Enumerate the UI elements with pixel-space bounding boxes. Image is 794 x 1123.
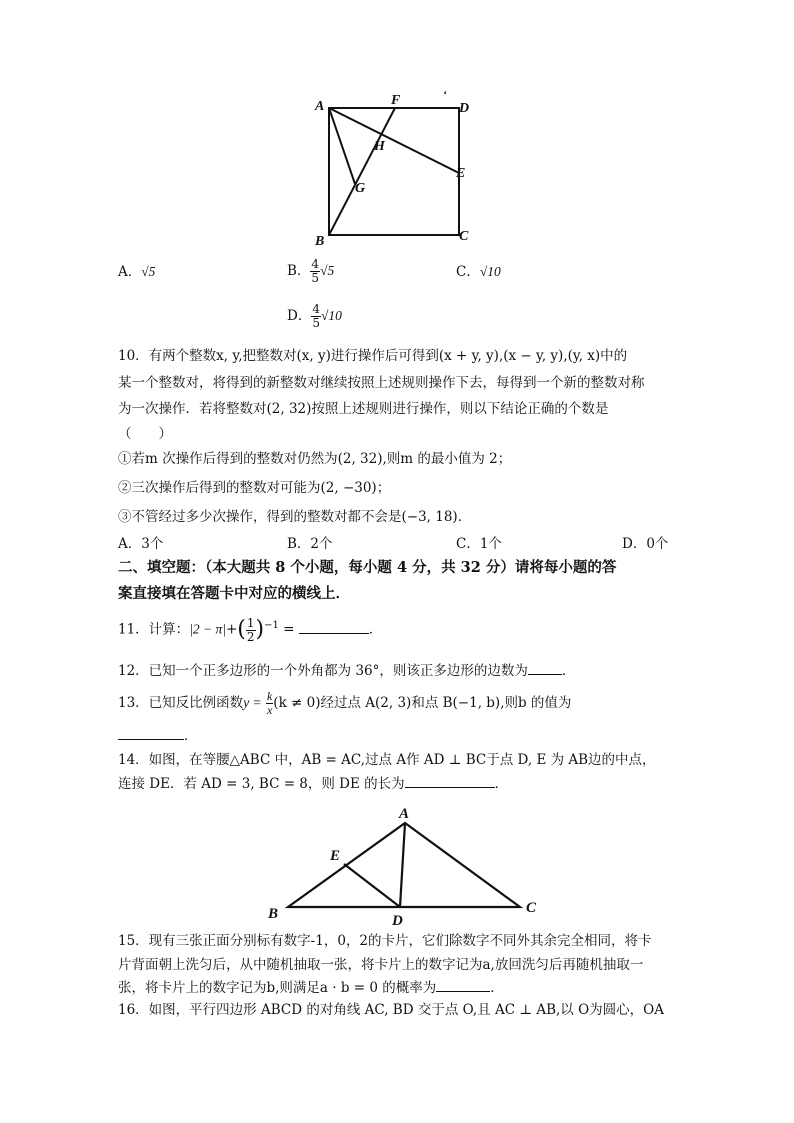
label-b: B xyxy=(315,234,325,249)
label-a: A xyxy=(315,99,325,114)
q12: 12．已知一个正多边形的一个外角都为 36°，则该正多边形的边数为 ． xyxy=(118,660,575,681)
fraction: $\frac{k}{x}$ xyxy=(266,689,273,717)
section2-heading-line2: 案直接填在答题卡中对应的横线上． xyxy=(118,585,350,602)
q10-line1: 10．有两个整数x, y,把整数对(x, y)进行操作后可得到(x + y, y),(x − y, y),(y, x)中的 xyxy=(118,348,628,364)
label-g: G xyxy=(355,181,366,196)
q10-item3: ③不管经过多少次操作，得到的整数对都不会是(−3, 18)． xyxy=(118,509,472,525)
q10-option-b[interactable]: B．2个 xyxy=(287,536,333,552)
square-outline xyxy=(329,108,459,235)
q11: 11．计算：|2 − π|+( $\frac{1}{2}$ )$^{-1}$ = ． xyxy=(118,615,383,644)
q10-line2: 某一个整数对，将得到的新整数对继续按照上述规则操作下去，每得到一个新的整数对称 xyxy=(118,375,645,391)
label-c: C xyxy=(459,229,469,244)
q14-line2: 连接 DE．若 AD = 3, BC = 8，则 DE 的长为 ． xyxy=(118,773,508,794)
label-e: E xyxy=(330,848,341,864)
fraction: $\frac{4}{5}$ xyxy=(312,302,320,330)
q13-line2: ． xyxy=(118,725,198,746)
q9-option-a[interactable]: A．√5 xyxy=(118,264,156,280)
q10-answer-paren: （ ） xyxy=(118,426,172,442)
q10-option-d[interactable]: D．0个 xyxy=(622,536,669,552)
fraction: $\frac{1}{2}$ xyxy=(246,615,255,644)
altitude-ad xyxy=(400,823,405,907)
q10-line3: 为一次操作．若将整数对(2, 32)按照上述规则进行操作，则以下结论正确的个数是 xyxy=(118,401,609,417)
label-e: E xyxy=(456,166,466,181)
q9-option-c[interactable]: C．√10 xyxy=(456,264,501,280)
label-d: D xyxy=(392,913,403,929)
q13-answer-blank[interactable] xyxy=(118,725,184,740)
label-h: H xyxy=(374,139,385,154)
q10-option-a[interactable]: A．3个 xyxy=(118,536,164,552)
q10-option-c[interactable]: C．1个 xyxy=(456,536,502,552)
label-b: B xyxy=(268,906,279,922)
q9-option-b[interactable]: B． $\frac{4}{5}$ √5 xyxy=(287,257,335,285)
q14-line1: 14．如图，在等腰△ABC 中，AB = AC,过点 A作 AD ⊥ BC于点 D, E 为 AB边的中点， xyxy=(118,752,656,768)
section2-heading-line1: 二、填空题：（本大题共 8 个小题，每小题 4 分，共 32 分）请将每小题的答 xyxy=(118,559,617,576)
q15-line1: 15．现有三张正面分别标有数字-1，0，2的卡片，它们除数字不同外其余完全相同，将卡 xyxy=(118,933,652,949)
q16-line1: 16．如图，平行四边形 ABCD 的对角线 AC, BD 交于点 O,且 AC ⊥ AB,以 O为圆心，OA xyxy=(118,1002,664,1018)
figure-triangle-abc xyxy=(262,800,552,930)
segment-bf xyxy=(329,108,395,235)
segment-de xyxy=(344,864,400,907)
q15-line3: 张，将卡片上的数字记为b,则满足a · b = 0 的概率为 ． xyxy=(118,977,504,998)
fraction: $\frac{4}{5}$ xyxy=(311,257,320,285)
q10-item2: ②三次操作后得到的整数对可能为(2, −30)； xyxy=(118,480,391,496)
q11-answer-blank[interactable] xyxy=(299,619,369,634)
label-d: D xyxy=(459,101,470,116)
q15-answer-blank[interactable] xyxy=(436,977,490,992)
q10-item1: ①若m 次操作后得到的整数对仍然为(2, 32),则m 的最小值为 2； xyxy=(118,451,512,467)
q12-answer-blank[interactable] xyxy=(528,660,562,675)
label-c: C xyxy=(526,900,537,916)
figure-square-abcd xyxy=(305,90,495,250)
q13-line1: 13．已知反比例函数y = $\frac{k}{x}$ (k ≠ 0)经过点 A(2, 3)和点 B(−1, b),则b 的值为 xyxy=(118,689,572,717)
label-mark: ʻ xyxy=(443,90,447,101)
q9-option-d[interactable]: D． $\frac{4}{5}$ √10 xyxy=(287,302,342,330)
q14-answer-blank[interactable] xyxy=(405,773,495,788)
label-f: F xyxy=(391,93,401,108)
q15-line2: 片背面朝上洗匀后，从中随机抽取一张，将卡片上的数字记为a,放回洗匀后再随机抽取一 xyxy=(118,957,644,973)
label-a: A xyxy=(399,806,410,822)
